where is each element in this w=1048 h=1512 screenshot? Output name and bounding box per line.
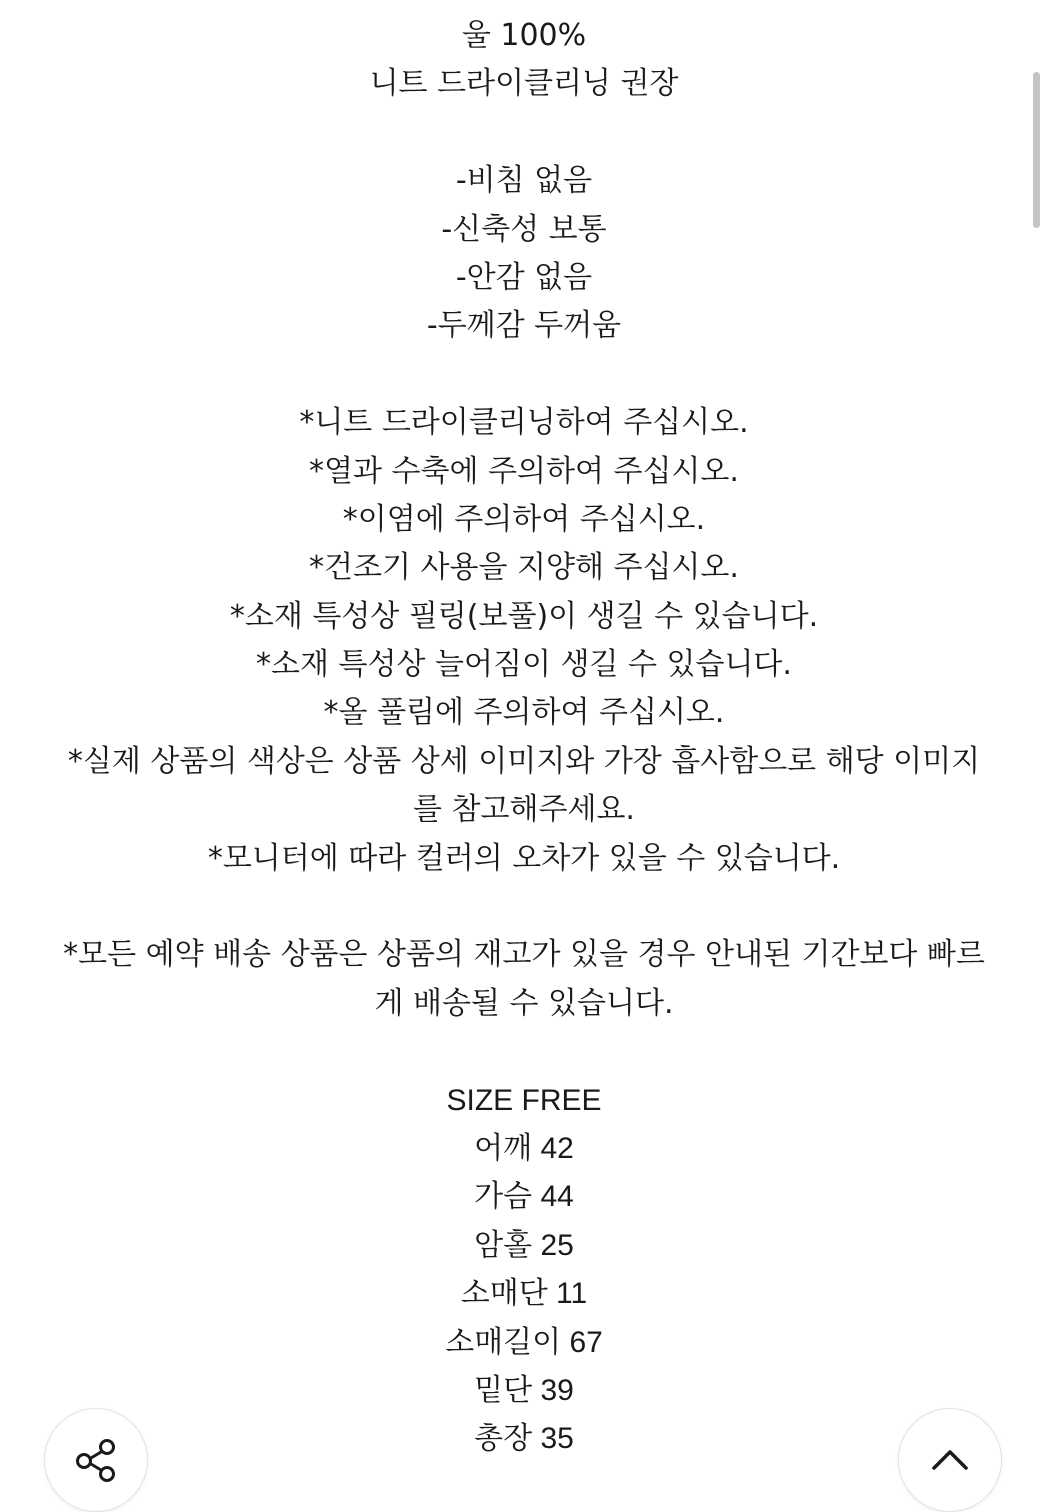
spacer	[0, 883, 1048, 931]
scroll-to-top-button[interactable]	[898, 1408, 1002, 1512]
spacer	[0, 351, 1048, 399]
size-measurement: 밑단 39	[474, 1373, 574, 1407]
shipping-line: *모든 예약 배송 상품은 상품의 재고가 있을 경우 안내된 기간보다 빠르	[63, 937, 985, 973]
spacer	[0, 109, 1048, 157]
chevron-up-icon	[928, 1438, 972, 1482]
notice-line: *열과 수축에 주의하여 주십시오.	[309, 453, 739, 489]
notice-line: *실제 상품의 색상은 상품 상세 이미지와 가장 흡사함으로 해당 이미지	[67, 743, 981, 779]
share-icon	[71, 1435, 121, 1485]
shipping-line: 게 배송될 수 있습니다.	[374, 985, 674, 1021]
notice-line: *니트 드라이클리닝하여 주십시오.	[299, 405, 749, 441]
size-measurement: 소매단 11	[460, 1277, 588, 1311]
size-measurement: 어깨 42	[474, 1131, 574, 1165]
notice-line: *올 풀림에 주의하여 주십시오.	[323, 695, 725, 731]
notice-line: *모니터에 따라 컬러의 오차가 있을 수 있습니다.	[207, 840, 841, 876]
size-measurement: 총장 35	[474, 1422, 574, 1456]
size-title: SIZE FREE	[446, 1083, 602, 1117]
product-detail-text	[0, 12, 1048, 1464]
property-line: -비침 없음	[455, 163, 593, 199]
notice-line: *소재 특성상 늘어짐이 생길 수 있습니다.	[256, 647, 792, 683]
share-button[interactable]	[44, 1408, 148, 1512]
size-measurement: 소매길이 67	[445, 1325, 603, 1359]
notice-line: *소재 특성상 필링(보풀)이 생길 수 있습니다.	[229, 598, 819, 634]
property-line: -신축성 보통	[441, 211, 607, 247]
size-block	[0, 1077, 1048, 1464]
property-line: -두께감 두꺼움	[426, 308, 622, 344]
scrollbar-thumb[interactable]	[1033, 72, 1040, 228]
size-measurement: 가슴 44	[474, 1180, 574, 1214]
property-line: -안감 없음	[455, 259, 593, 295]
material-text: 울 100%	[461, 18, 587, 53]
notice-line: *이염에 주의하여 주십시오.	[342, 501, 706, 537]
size-measurement: 암홀 25	[474, 1228, 574, 1262]
notice-line: *건조기 사용을 지양해 주십시오.	[309, 550, 739, 586]
spacer	[0, 1028, 1048, 1076]
care-text: 니트 드라이클리닝 권장	[369, 66, 679, 102]
notice-line: 를 참고해주세요.	[413, 792, 635, 828]
